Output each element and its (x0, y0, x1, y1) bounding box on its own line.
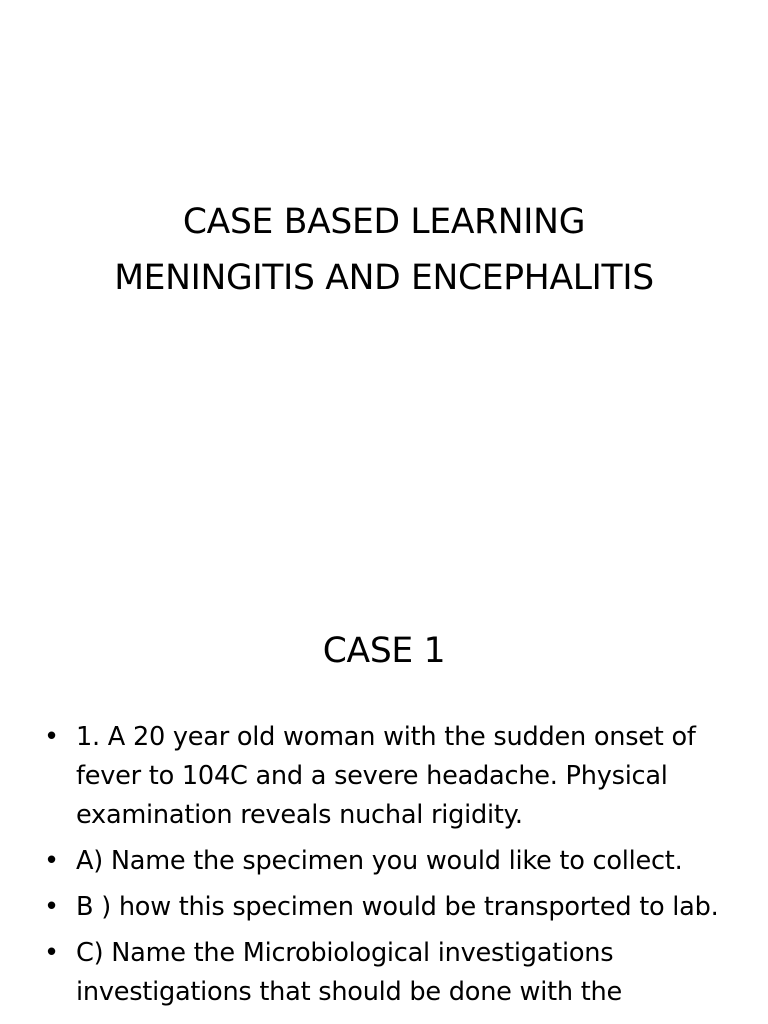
bullet-icon: • (44, 892, 59, 922)
bullet-icon: • (44, 722, 59, 752)
bullet-item-case-description (44, 718, 744, 835)
bullet-icon: • (44, 846, 59, 876)
case-title: CASE 1 (322, 631, 446, 671)
slide-title (0, 194, 768, 306)
case-slide (0, 576, 768, 1024)
bullet-item-question-c (44, 934, 744, 1012)
bullet-text: B ) how this specimen would be transported to lab. (76, 892, 719, 922)
bullet-text: A) Name the specimen you would like to collect. (76, 846, 683, 876)
bullet-item-question-b (44, 888, 744, 927)
bullet-list (44, 718, 744, 1019)
bullet-item-question-a (44, 842, 744, 881)
bullet-text: 1. A 20 year old woman with the sudden onset of fever to 104C and a severe headache. Physical examination reveals nuchal rigidity. (76, 722, 696, 830)
bullet-text: C) Name the Microbiological investigations investigations that should be done with the (76, 938, 622, 1007)
title-line-1: CASE BASED LEARNING (182, 202, 586, 242)
bullet-icon: • (44, 938, 59, 968)
title-line-2: MENINGITIS AND ENCEPHALITIS (114, 258, 654, 298)
